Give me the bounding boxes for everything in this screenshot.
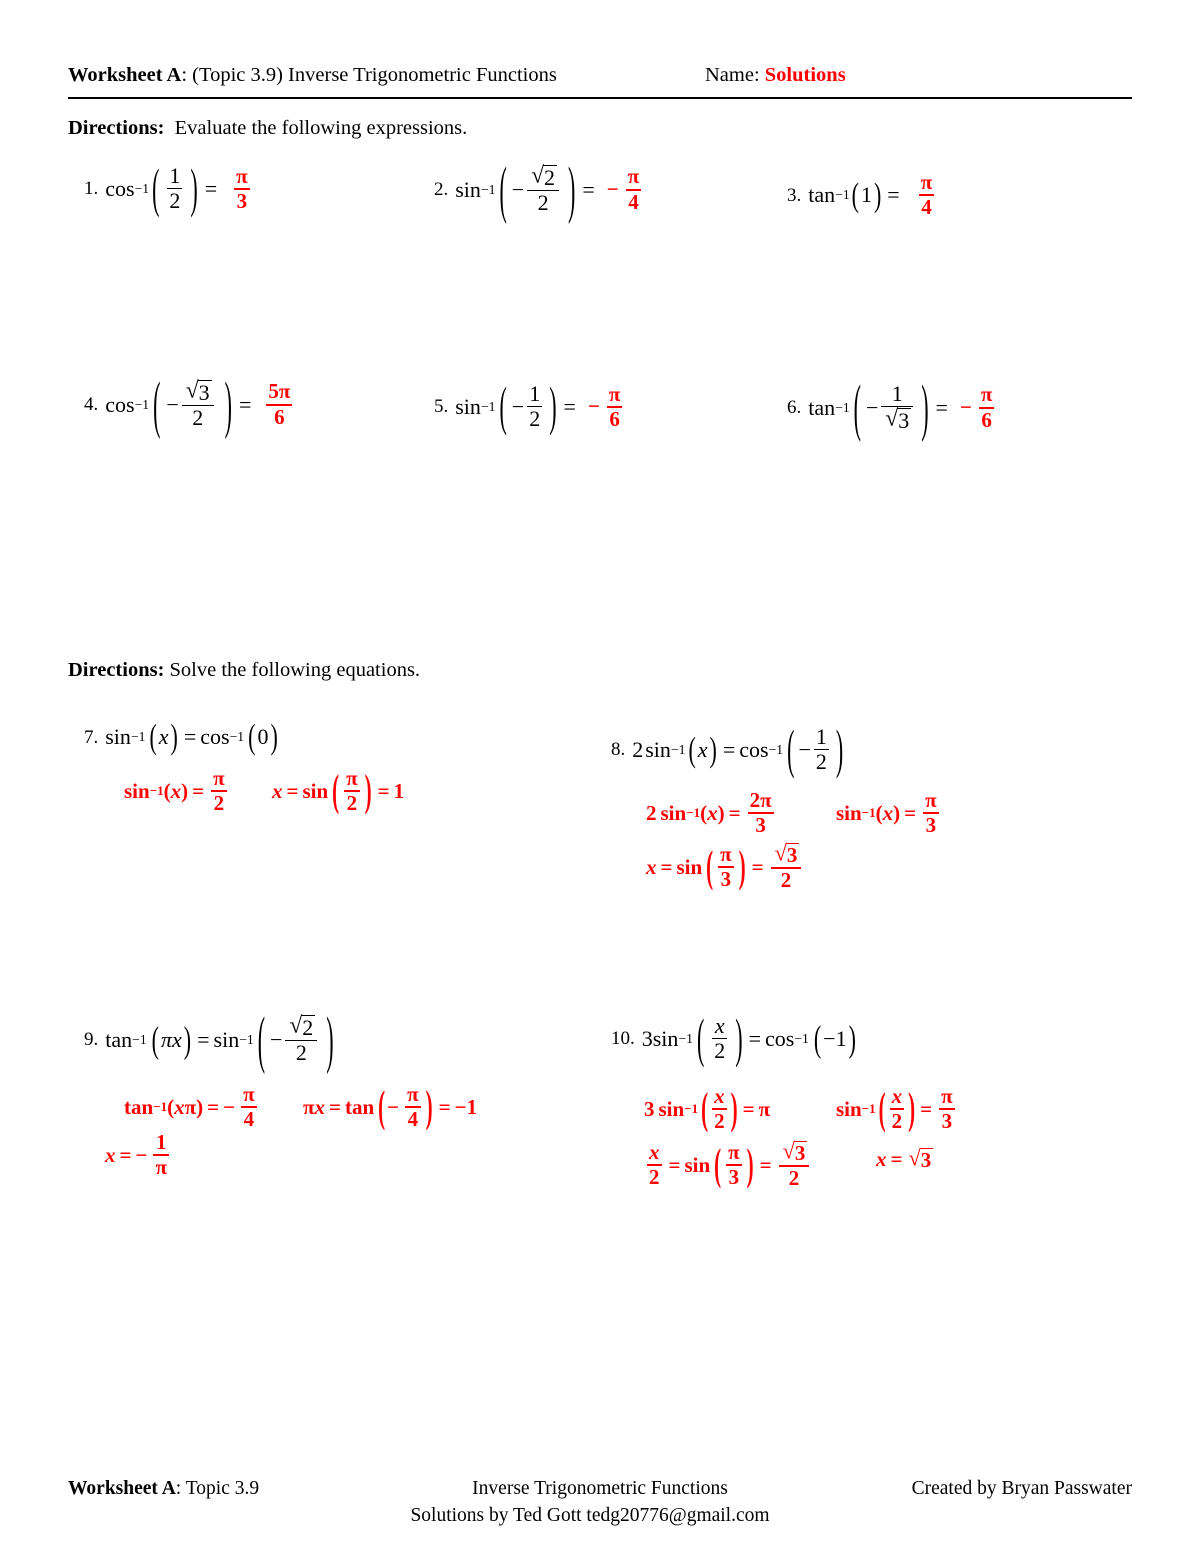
problem-3-answer	[916, 172, 938, 219]
step-fraction: $\frac{\pi}{4}$	[407, 1082, 419, 1132]
problem-3-number: 3.	[787, 184, 802, 206]
paren-left-icon: (	[152, 157, 160, 219]
problem-9-rhs-arg-sign: −	[270, 1026, 283, 1052]
step-fraction: $\frac{1}{\pi}$	[155, 1130, 167, 1180]
step-function: sin	[124, 778, 150, 803]
pi-symbol: π	[213, 766, 225, 790]
paren-right-icon: )	[835, 718, 844, 780]
problem-7-equals: =	[183, 724, 197, 749]
problem-3-function: tan	[808, 182, 836, 208]
problem-6-function: tan	[808, 394, 836, 420]
paren-right-icon: )	[567, 152, 576, 225]
paren-right-icon: )	[848, 1016, 856, 1060]
pi-symbol: π	[925, 788, 937, 812]
radical-group: √ 3	[908, 1145, 932, 1172]
problem-8: 8. 2 sin −1 ( x ) = cos −1 ( − $\frac{1}{2}$ )	[611, 718, 844, 780]
problem-5-argument-fraction	[527, 383, 542, 431]
paren-right-icon: )	[746, 1139, 754, 1190]
problem-5-arg-numerator: 1	[529, 381, 541, 406]
paren-right-icon: )	[549, 375, 557, 437]
problem-4-function: cos	[105, 391, 135, 417]
paren-left-icon: (	[853, 370, 861, 443]
footer-center: Inverse Trigonometric Functions	[472, 1478, 728, 1499]
step-function: tan	[344, 1094, 375, 1119]
pi-symbol: π	[407, 1082, 419, 1106]
problem-10-rhs-argument: −1	[823, 1025, 847, 1051]
paren-left-icon: (	[257, 1002, 266, 1075]
problem-8-rhs-fraction	[814, 726, 829, 774]
radical-icon: √	[531, 162, 544, 189]
paren-left-icon: (	[149, 716, 157, 757]
problem-9-number: 9.	[84, 1029, 99, 1051]
problem-6-number: 6.	[787, 397, 802, 419]
paren-left-icon: (	[332, 765, 340, 816]
problem-10-coefficient: 3	[641, 1025, 653, 1051]
problem-8-solution-step-3: x = sin ( $\frac{\pi}{3}$ ) = √ 3 2	[646, 843, 804, 891]
paren-right-icon: )	[738, 840, 746, 892]
problem-7: 7. sin −1 ( x ) = cos −1 ( 0 )	[84, 716, 278, 757]
page-title-rest: : (Topic 3.9) Inverse Trigonometric Functions	[181, 64, 557, 86]
pi-symbol: π	[346, 766, 358, 790]
problem-1-arg-numerator: 1	[169, 163, 181, 188]
problem-5-arg-denominator: 2	[529, 406, 541, 432]
step-fraction: $\frac{\pi}{3}$	[720, 841, 732, 892]
problem-8-rhs-numerator: 1	[815, 724, 827, 749]
step-fraction: $\frac{\pi}{2}$	[346, 766, 358, 816]
problem-10-equals: =	[748, 1025, 762, 1051]
paren-right-icon: )	[364, 765, 372, 816]
step-function: sin	[836, 800, 862, 825]
problem-5-equals: =	[563, 393, 576, 419]
header-divider	[68, 97, 1132, 99]
paren-right-icon: )	[908, 1083, 916, 1134]
step-function: sin	[676, 854, 703, 879]
problem-10-solution-step-4: x = √ 3	[876, 1145, 932, 1172]
problem-10-lhs-numerator: x	[714, 1013, 725, 1038]
problem-7-solution-step-1: sin −1 ( x ) = $\frac{\pi}{2}$	[124, 766, 225, 816]
step-function: sin	[684, 1152, 711, 1177]
step-fraction: $\frac{x}{2}$	[649, 1140, 660, 1190]
paren-left-icon: (	[701, 1083, 709, 1134]
problem-7-lhs-argument: x	[158, 724, 169, 749]
radical-icon: √	[782, 1138, 795, 1164]
problem-6-radical	[883, 405, 911, 434]
radical-icon: √	[185, 377, 199, 404]
minus-sign: −	[135, 1142, 148, 1167]
pi-symbol: π	[720, 841, 732, 866]
problem-3-argument: 1	[860, 182, 872, 208]
pi-symbol: π	[184, 1094, 197, 1119]
problem-2-equals: =	[582, 176, 595, 202]
problem-1-answer-denominator: 3	[236, 188, 248, 213]
problem-9-radicand: 2	[302, 1015, 314, 1040]
problem-10: 10. 3 sin −1 ( $\frac{x}{2}$ ) = cos −1 ( −1 )	[611, 1007, 856, 1069]
problem-3-answer-denominator: 4	[921, 195, 932, 220]
problem-6-arg-sign: −	[865, 394, 879, 420]
problem-1: 1. cos −1 ( $\frac{1}{2}$ ) = $\frac{\pi}{3}$	[84, 165, 253, 213]
problem-4-radicand: 3	[198, 380, 210, 405]
step-fraction: $\frac{x}{2}$	[714, 1084, 725, 1134]
problem-2-answer-denominator: 4	[628, 189, 639, 214]
problem-6-answer-numerator: π	[980, 382, 993, 407]
paren-left-icon: (	[706, 840, 714, 892]
problem-6-radicand: 3	[898, 408, 910, 434]
problem-1-arg-denominator: 2	[169, 188, 181, 214]
problem-5-function: sin	[455, 393, 481, 419]
problem-9-lhs-argument: πx	[160, 1026, 182, 1052]
paren-left-icon: (	[378, 1081, 386, 1132]
pi-symbol: π	[758, 1096, 771, 1121]
problem-8-solution-step-1: 2 sin −1 ( x ) = $\frac{2\pi}{3}$	[646, 788, 772, 838]
footer-left-bold: Worksheet A	[68, 1478, 176, 1499]
problem-10-lhs-fraction	[712, 1015, 727, 1063]
step-fraction: $\frac{\pi}{3}$	[925, 788, 937, 838]
problem-8-solution-step-2: sin −1 ( x ) = $\frac{\pi}{3}$	[836, 788, 937, 838]
name-value: Solutions	[764, 64, 846, 86]
problem-2-number: 2.	[434, 179, 449, 201]
problem-1-argument-fraction	[167, 165, 182, 213]
page-title	[68, 64, 557, 87]
problem-1-equals: =	[204, 175, 218, 201]
problem-2-answer-sign: −	[606, 177, 619, 202]
worksheet-footer	[68, 1478, 1132, 1527]
problem-4-answer-numerator: 5π	[268, 379, 291, 404]
problem-2-radicand: 2	[543, 165, 555, 190]
problem-4-radical	[184, 377, 212, 405]
paren-left-icon: (	[151, 1017, 159, 1061]
directions-solve	[68, 659, 420, 682]
problem-9-solution-step-1: tan −1 ( x π ) = − $\frac{\pi}{4}$	[124, 1082, 255, 1132]
step-function: sin	[660, 800, 687, 825]
paren-right-icon: )	[873, 175, 882, 215]
problem-6: 6. tan −1 ( − 1 √ 3 ) = − $\frac{\pi}{6}$	[787, 383, 997, 432]
problem-2-function: sin	[455, 176, 481, 202]
paren-right-icon: )	[270, 716, 278, 757]
pi-symbol: π	[155, 1155, 167, 1180]
problem-4-answer	[263, 381, 295, 428]
problem-8-lhs-argument: x	[697, 736, 708, 762]
problem-7-rhs-argument: 0	[257, 724, 269, 749]
paren-right-icon: )	[224, 367, 232, 440]
problem-9-rhs-fraction	[285, 1012, 317, 1065]
problem-5-answer-denominator: 6	[609, 406, 620, 431]
problem-4-arg-sign: −	[166, 391, 179, 417]
step-function: sin	[302, 778, 329, 803]
minus-sign: −	[223, 1094, 236, 1119]
worksheet-header	[68, 64, 1132, 94]
problem-7-number: 7.	[84, 726, 99, 748]
problem-5-answer	[587, 381, 625, 431]
problem-2-answer-numerator: π	[627, 164, 640, 189]
problem-4-arg-denominator: 2	[192, 405, 204, 430]
problem-6-arg-numerator: 1	[891, 381, 903, 406]
problem-5-arg-sign: −	[511, 393, 525, 419]
problem-2-answer	[607, 166, 644, 213]
problem-10-number: 10.	[611, 1028, 635, 1050]
problem-8-coefficient: 2	[632, 736, 644, 762]
paren-left-icon: (	[787, 718, 795, 780]
problem-9-lhs-function: tan	[105, 1026, 133, 1052]
radical-icon: √	[908, 1145, 921, 1171]
paren-left-icon: (	[878, 1083, 886, 1134]
problem-7-rhs-function: cos	[200, 724, 230, 749]
problem-1-answer	[231, 163, 253, 213]
problem-6-answer	[960, 384, 997, 431]
radical-icon: √	[289, 1012, 303, 1039]
pi-symbol: π	[243, 1082, 255, 1106]
step-fraction: $\frac{\pi}{3}$	[941, 1084, 953, 1134]
problem-9: 9. tan −1 ( πx ) = sin −1 ( − √ 2 2 )	[84, 1002, 334, 1075]
minus-sign: −	[387, 1094, 400, 1119]
problem-4-equals: =	[238, 391, 252, 417]
problem-3: 3. tan −1 ( 1 ) = $\frac{\pi}{4}$	[787, 172, 937, 219]
problem-1-answer-numerator: π	[236, 163, 248, 188]
problem-1-number: 1.	[84, 178, 99, 200]
problem-3-answer-numerator: π	[920, 170, 933, 194]
pi-symbol: π	[728, 1140, 740, 1164]
problem-7-solution-step-2: x = sin ( $\frac{\pi}{2}$ ) = 1	[272, 765, 405, 816]
problem-8-lhs-function: sin	[645, 736, 671, 762]
problem-3-equals: =	[887, 182, 900, 208]
footer-right: Created by Bryan Passwater	[911, 1478, 1132, 1499]
problem-2-arg-sign: −	[511, 176, 525, 202]
step-fraction: $\frac{\pi}{3}$	[728, 1140, 740, 1190]
problem-5-answer-sign: −	[587, 394, 600, 419]
pi-symbol: π	[941, 1084, 953, 1108]
problem-8-rhs-denominator: 2	[815, 749, 827, 775]
problem-2-radical	[529, 162, 557, 190]
paren-left-icon: (	[851, 175, 859, 215]
paren-left-icon: (	[499, 152, 507, 225]
footer-solutions-credit: Solutions by Ted Gott tedg20776@gmail.com	[410, 1505, 770, 1526]
problem-8-equals: =	[722, 736, 736, 762]
problem-4-answer-denominator: 6	[274, 404, 285, 429]
paren-left-icon: (	[813, 1016, 822, 1060]
radical-group: √ 3	[774, 840, 798, 867]
paren-left-icon: (	[248, 716, 256, 757]
problem-6-argument-fraction	[881, 383, 913, 432]
paren-left-icon: (	[696, 1007, 705, 1069]
pi-symbol: π	[760, 788, 772, 812]
problem-10-solution-step-1: 3 sin −1 ( $\frac{x}{2}$ ) = π	[644, 1083, 771, 1134]
step-fraction: $\frac{x}{2}$	[891, 1084, 903, 1134]
problem-6-answer-sign: −	[959, 395, 972, 420]
paren-right-icon: )	[730, 1083, 738, 1134]
paren-right-icon: )	[735, 1007, 743, 1069]
problem-9-radical	[287, 1012, 315, 1040]
radical-group: √ 3	[782, 1138, 806, 1166]
paren-left-icon: (	[499, 375, 507, 437]
problem-9-rhs-denominator: 2	[295, 1040, 307, 1065]
footer-left-rest: : Topic 3.9	[175, 1478, 260, 1499]
problem-5-answer-numerator: π	[608, 381, 621, 406]
problem-6-answer-denominator: 6	[981, 407, 992, 432]
problem-5-number: 5.	[434, 396, 449, 418]
problem-9-solution-step-2: π x = tan ( − $\frac{\pi}{4}$ ) = −1	[303, 1081, 478, 1132]
problem-10-rhs-function: cos	[765, 1025, 795, 1051]
directions-evaluate	[68, 117, 467, 140]
pi-symbol: π	[303, 1094, 315, 1119]
problem-2: 2. sin −1 ( − √ 2 2 ) = − $\frac{\pi}{4}$	[434, 165, 644, 214]
directions-evaluate-label: Directions:	[68, 117, 165, 139]
step-fraction: $\frac{\pi}{2}$	[213, 766, 225, 816]
problem-4: 4. cos −1 ( − √ 3 2 ) = $\frac{5\pi}{6}$	[84, 380, 295, 429]
paren-right-icon: )	[183, 1017, 192, 1061]
name-field	[705, 64, 846, 87]
problem-10-solution-step-2: sin −1 ( $\frac{x}{2}$ ) = $\frac{\pi}{3}$	[836, 1083, 953, 1134]
problem-1-function: cos	[105, 175, 135, 201]
problem-9-rhs-function: sin	[213, 1026, 240, 1052]
problem-8-number: 8.	[611, 739, 626, 761]
directions-solve-text: Solve the following equations.	[169, 659, 421, 681]
step-fraction: √ 3 2	[771, 843, 802, 891]
directions-evaluate-text: Evaluate the following expressions.	[174, 117, 468, 139]
directions-solve-label: Directions:	[68, 659, 165, 681]
problem-9-solution-step-3: x = − $\frac{1}{\pi}$	[105, 1130, 167, 1180]
paren-left-icon: (	[153, 367, 161, 440]
paren-right-icon: )	[326, 1002, 334, 1075]
step-fraction: √ 3 2	[779, 1141, 810, 1189]
step-function: sin	[836, 1096, 862, 1121]
problem-7-lhs-function: sin	[105, 724, 131, 749]
paren-right-icon: )	[709, 729, 717, 770]
paren-left-icon: (	[714, 1139, 722, 1190]
radical-icon: √	[774, 840, 787, 866]
step-function: tan	[124, 1094, 154, 1119]
problem-10-lhs-denominator: 2	[714, 1038, 726, 1064]
problem-5: 5. sin −1 ( − $\frac{1}{2}$ ) = − $\frac{\pi}{6}$	[434, 383, 625, 431]
page-title-bold: Worksheet A	[68, 64, 182, 86]
problem-4-number: 4.	[84, 394, 99, 416]
problem-2-argument-fraction	[527, 162, 559, 215]
radical-icon: √	[885, 405, 899, 432]
paren-right-icon: )	[425, 1081, 433, 1132]
problem-8-rhs-function: cos	[739, 736, 769, 762]
name-label: Name:	[705, 64, 760, 86]
problem-6-equals: =	[935, 394, 948, 420]
minus-sign: −	[454, 1094, 467, 1119]
problem-10-lhs-function: sin	[652, 1025, 679, 1051]
step-fraction: $\frac{\pi}{4}$	[243, 1082, 255, 1132]
problem-4-argument-fraction	[182, 377, 214, 430]
paren-left-icon: (	[688, 729, 696, 770]
paren-right-icon: )	[190, 157, 198, 219]
step-fraction: $\frac{2\pi}{3}$	[749, 788, 772, 838]
problem-8-rhs-arg-sign: −	[798, 736, 811, 762]
paren-right-icon: )	[170, 716, 178, 757]
paren-right-icon: )	[921, 370, 929, 443]
problem-2-arg-denominator: 2	[537, 190, 549, 215]
step-function: sin	[658, 1096, 685, 1121]
problem-10-solution-step-3: $\frac{x}{2}$ = sin ( $\frac{\pi}{3}$ ) = √ 3 2	[644, 1140, 812, 1190]
problem-9-equals: =	[197, 1026, 210, 1052]
